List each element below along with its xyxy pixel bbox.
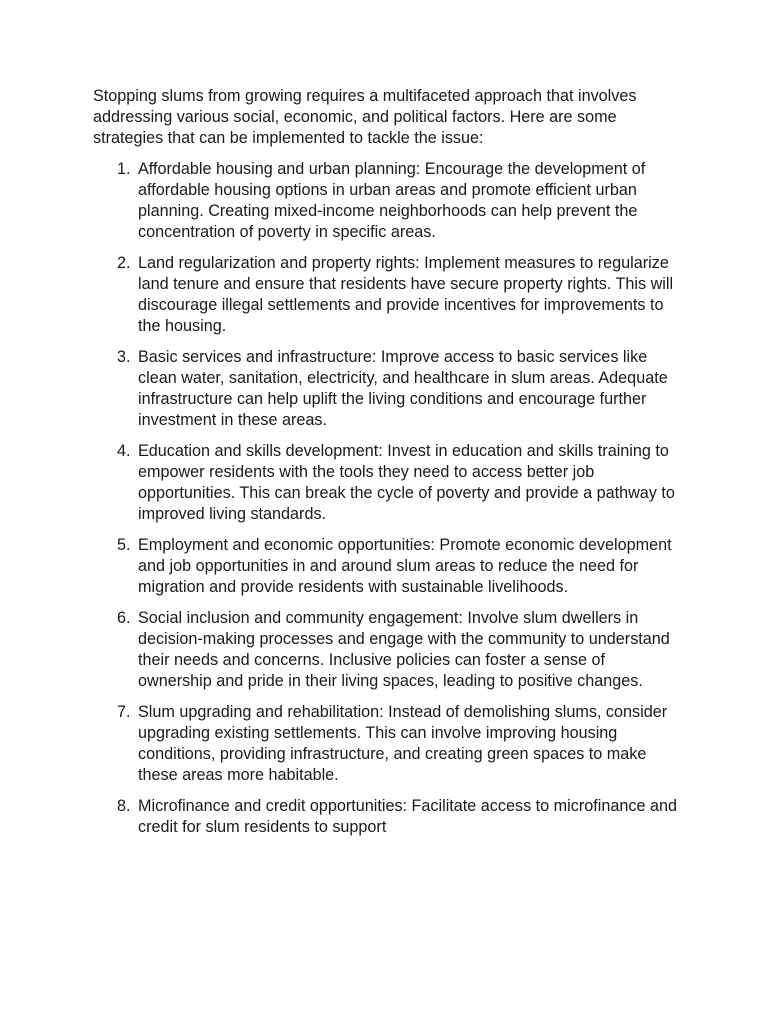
list-item-text: Microfinance and credit opportunities: Facilitate access to microfinance and credit for slum residents to support (138, 797, 677, 836)
strategy-list (93, 159, 679, 838)
list-item (93, 535, 679, 598)
list-item-text: Education and skills development: Invest in education and skills training to empower residents with the tools they need to access better job opportunities. This can break the cycle of poverty and provide a pathway to improved living standards. (138, 442, 675, 523)
list-item-number: 2. (117, 254, 131, 272)
list-item-text: Affordable housing and urban planning: Encourage the development of affordable housing options in urban areas and promote efficient urban planning. Creating mixed-income neighborhoods can help prevent the concentration of poverty in specific areas. (138, 160, 646, 241)
document-page (93, 86, 679, 848)
list-item (93, 702, 679, 786)
list-item (93, 253, 679, 337)
list-item-number: 3. (117, 348, 131, 366)
list-item-text: Land regularization and property rights: Implement measures to regularize land tenure and ensure that residents have secure property rights. This will discourage illegal settlements and provide incentives for improvements to the housing. (138, 254, 674, 335)
list-item-number: 7. (117, 703, 131, 721)
list-item-number: 5. (117, 536, 131, 554)
list-item-number: 4. (117, 442, 131, 460)
list-item (93, 159, 679, 243)
list-item-number: 6. (117, 609, 131, 627)
list-item (93, 608, 679, 692)
list-item-text: Social inclusion and community engagement: Involve slum dwellers in decision-making processes and engage with the community to understand their needs and concerns. Inclusive policies can foster a sense of ownership and pride in their living spaces, leading to positive changes. (138, 609, 670, 690)
list-item-number: 1. (117, 160, 131, 178)
list-item (93, 441, 679, 525)
list-item-number: 8. (117, 797, 131, 815)
list-item-text: Basic services and infrastructure: Improve access to basic services like clean water, sanitation, electricity, and healthcare in slum areas. Adequate infrastructure can help uplift the living conditions and encourage further investment in these areas. (138, 348, 668, 429)
list-item (93, 796, 679, 838)
list-item-text: Employment and economic opportunities: Promote economic development and job opportunities in and around slum areas to reduce the need for migration and provide residents with sustainable livelihoods. (138, 536, 672, 596)
intro-paragraph: Stopping slums from growing requires a multifaceted approach that involves addressing various social, economic, and political factors. Here are some strategies that can be implemented to tackle the issue: (93, 87, 637, 147)
list-item-text: Slum upgrading and rehabilitation: Instead of demolishing slums, consider upgrading existing settlements. This can involve improving housing conditions, providing infrastructure, and creating green spaces to make these areas more habitable. (138, 703, 668, 784)
list-item (93, 347, 679, 431)
